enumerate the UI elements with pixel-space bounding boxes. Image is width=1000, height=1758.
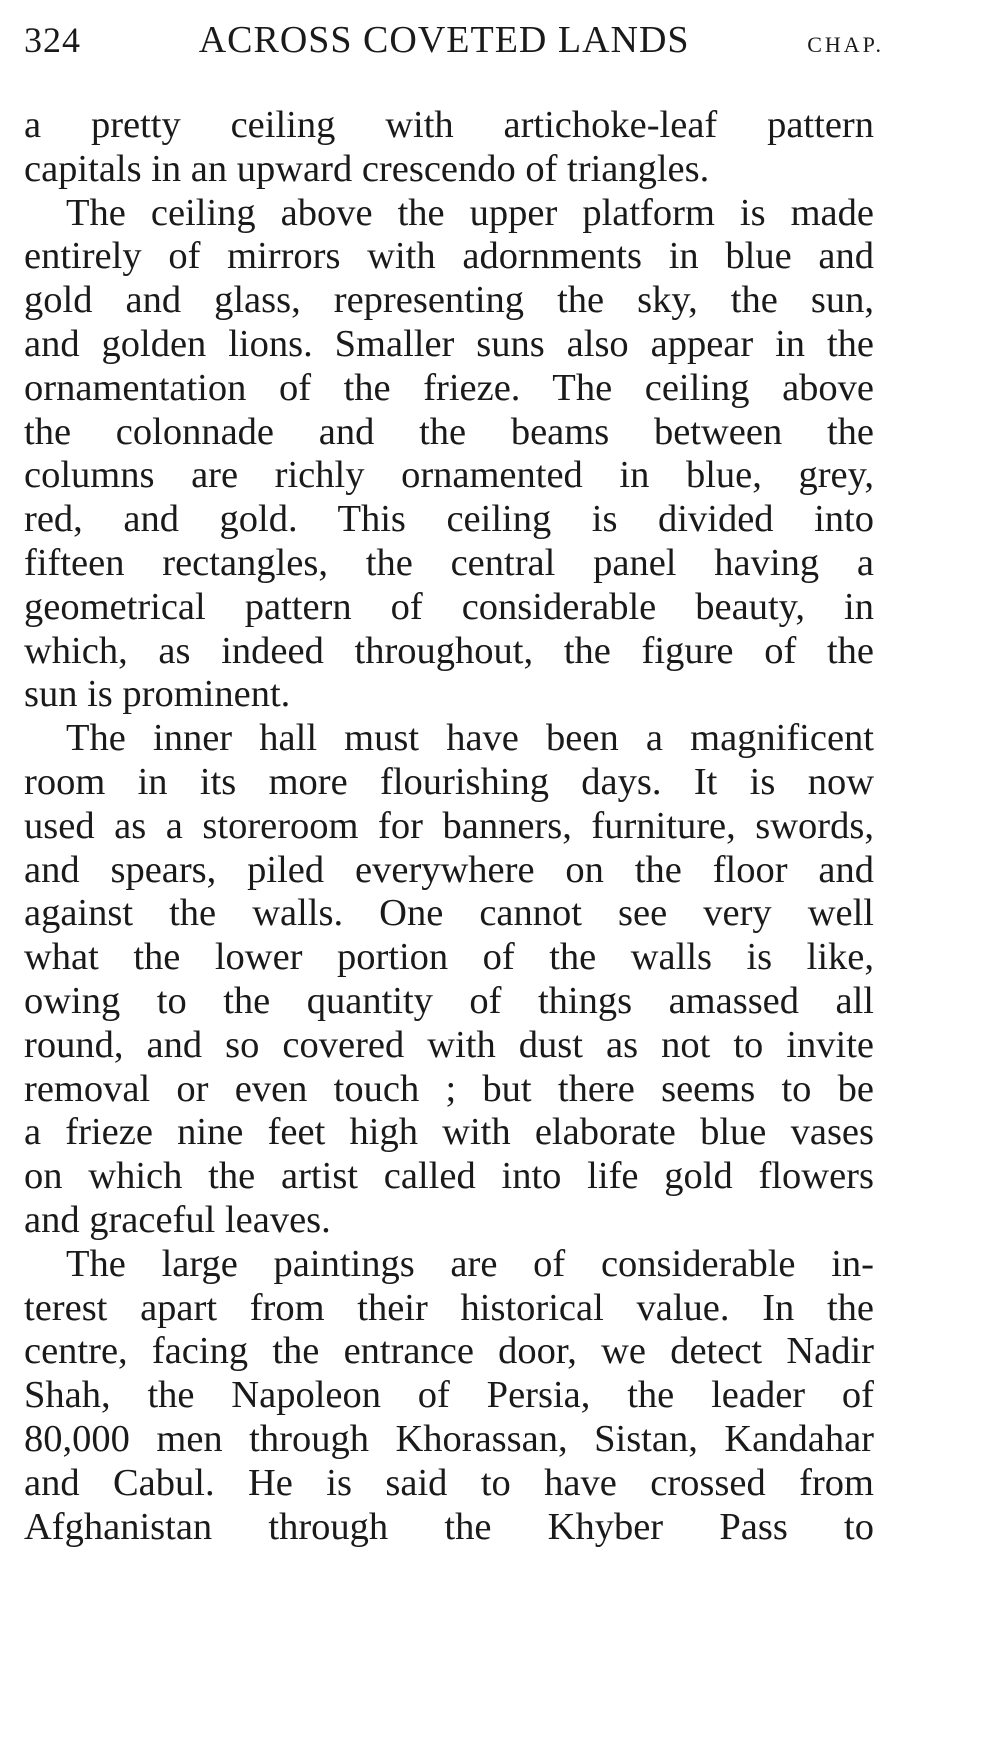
text-line: columns are richly ornamented in blue, grey, [24,454,874,497]
text-line: on which the artist called into life gold flowers [24,1155,874,1198]
text-line: round, and so covered with dust as not to invite [24,1023,874,1066]
text-line: against the walls. One cannot see very well [24,892,874,935]
text-line: room in its more flourishing days. It is now [24,760,874,803]
text-line: capitals in an upward crescendo of triangles. [24,147,710,190]
book-title: ACROSS COVETED LANDS [198,19,690,61]
text-line: Shah, the Napoleon of Persia, the leader of [24,1374,874,1417]
text-line: red, and gold. This ceiling is divided into [24,498,874,541]
text-line: Afghanistan through the Khyber Pass to [24,1505,874,1548]
text-line: and spears, piled everywhere on the floor and [24,848,874,891]
chapter-marker: CHAP. [807,32,884,57]
running-head [24,18,884,78]
body-text [24,104,874,1549]
text-line: geometrical pattern of considerable beauty, in [24,585,874,628]
page-number: 324 [24,20,81,60]
text-line: what the lower portion of the walls is like, [24,936,874,979]
text-line: sun is prominent. [24,673,291,716]
text-line: and graceful leaves. [24,1198,331,1241]
paragraph [24,1243,874,1550]
text-line: a pretty ceiling with artichoke-leaf pattern [24,104,874,146]
paragraph [24,104,874,192]
text-line: The inner hall must have been a magnificent [66,717,874,760]
text-line: owing to the quantity of things amassed all [24,979,874,1022]
text-line: terest apart from their historical value. In the [24,1286,874,1329]
text-line: The large paintings are of considerable in- [66,1242,874,1285]
text-line: and Cabul. He is said to have crossed from [24,1461,874,1504]
text-line: and golden lions. Smaller suns also appear in the [24,322,874,365]
text-line: 80,000 men through Khorassan, Sistan, Kandahar [24,1417,874,1460]
text-line: used as a storeroom for banners, furniture, swords, [24,804,874,847]
text-line: fifteen rectangles, the central panel having a [24,541,874,584]
text-line: removal or even touch ; but there seems to be [24,1067,874,1110]
text-line: centre, facing the entrance door, we detect Nadir [24,1330,874,1373]
text-line: which, as indeed throughout, the figure of the [24,629,874,672]
paragraph [24,717,874,1243]
text-line: a frieze nine feet high with elaborate blue vases [24,1111,874,1154]
text-line: the colonnade and the beams between the [24,410,874,453]
text-line: ornamentation of the frieze. The ceiling above [24,366,874,409]
text-line: gold and glass, representing the sky, the sun, [24,279,874,322]
text-line: The ceiling above the upper platform is made [66,191,874,234]
text-line: entirely of mirrors with adornments in blue and [24,235,874,278]
paragraph [24,192,874,718]
